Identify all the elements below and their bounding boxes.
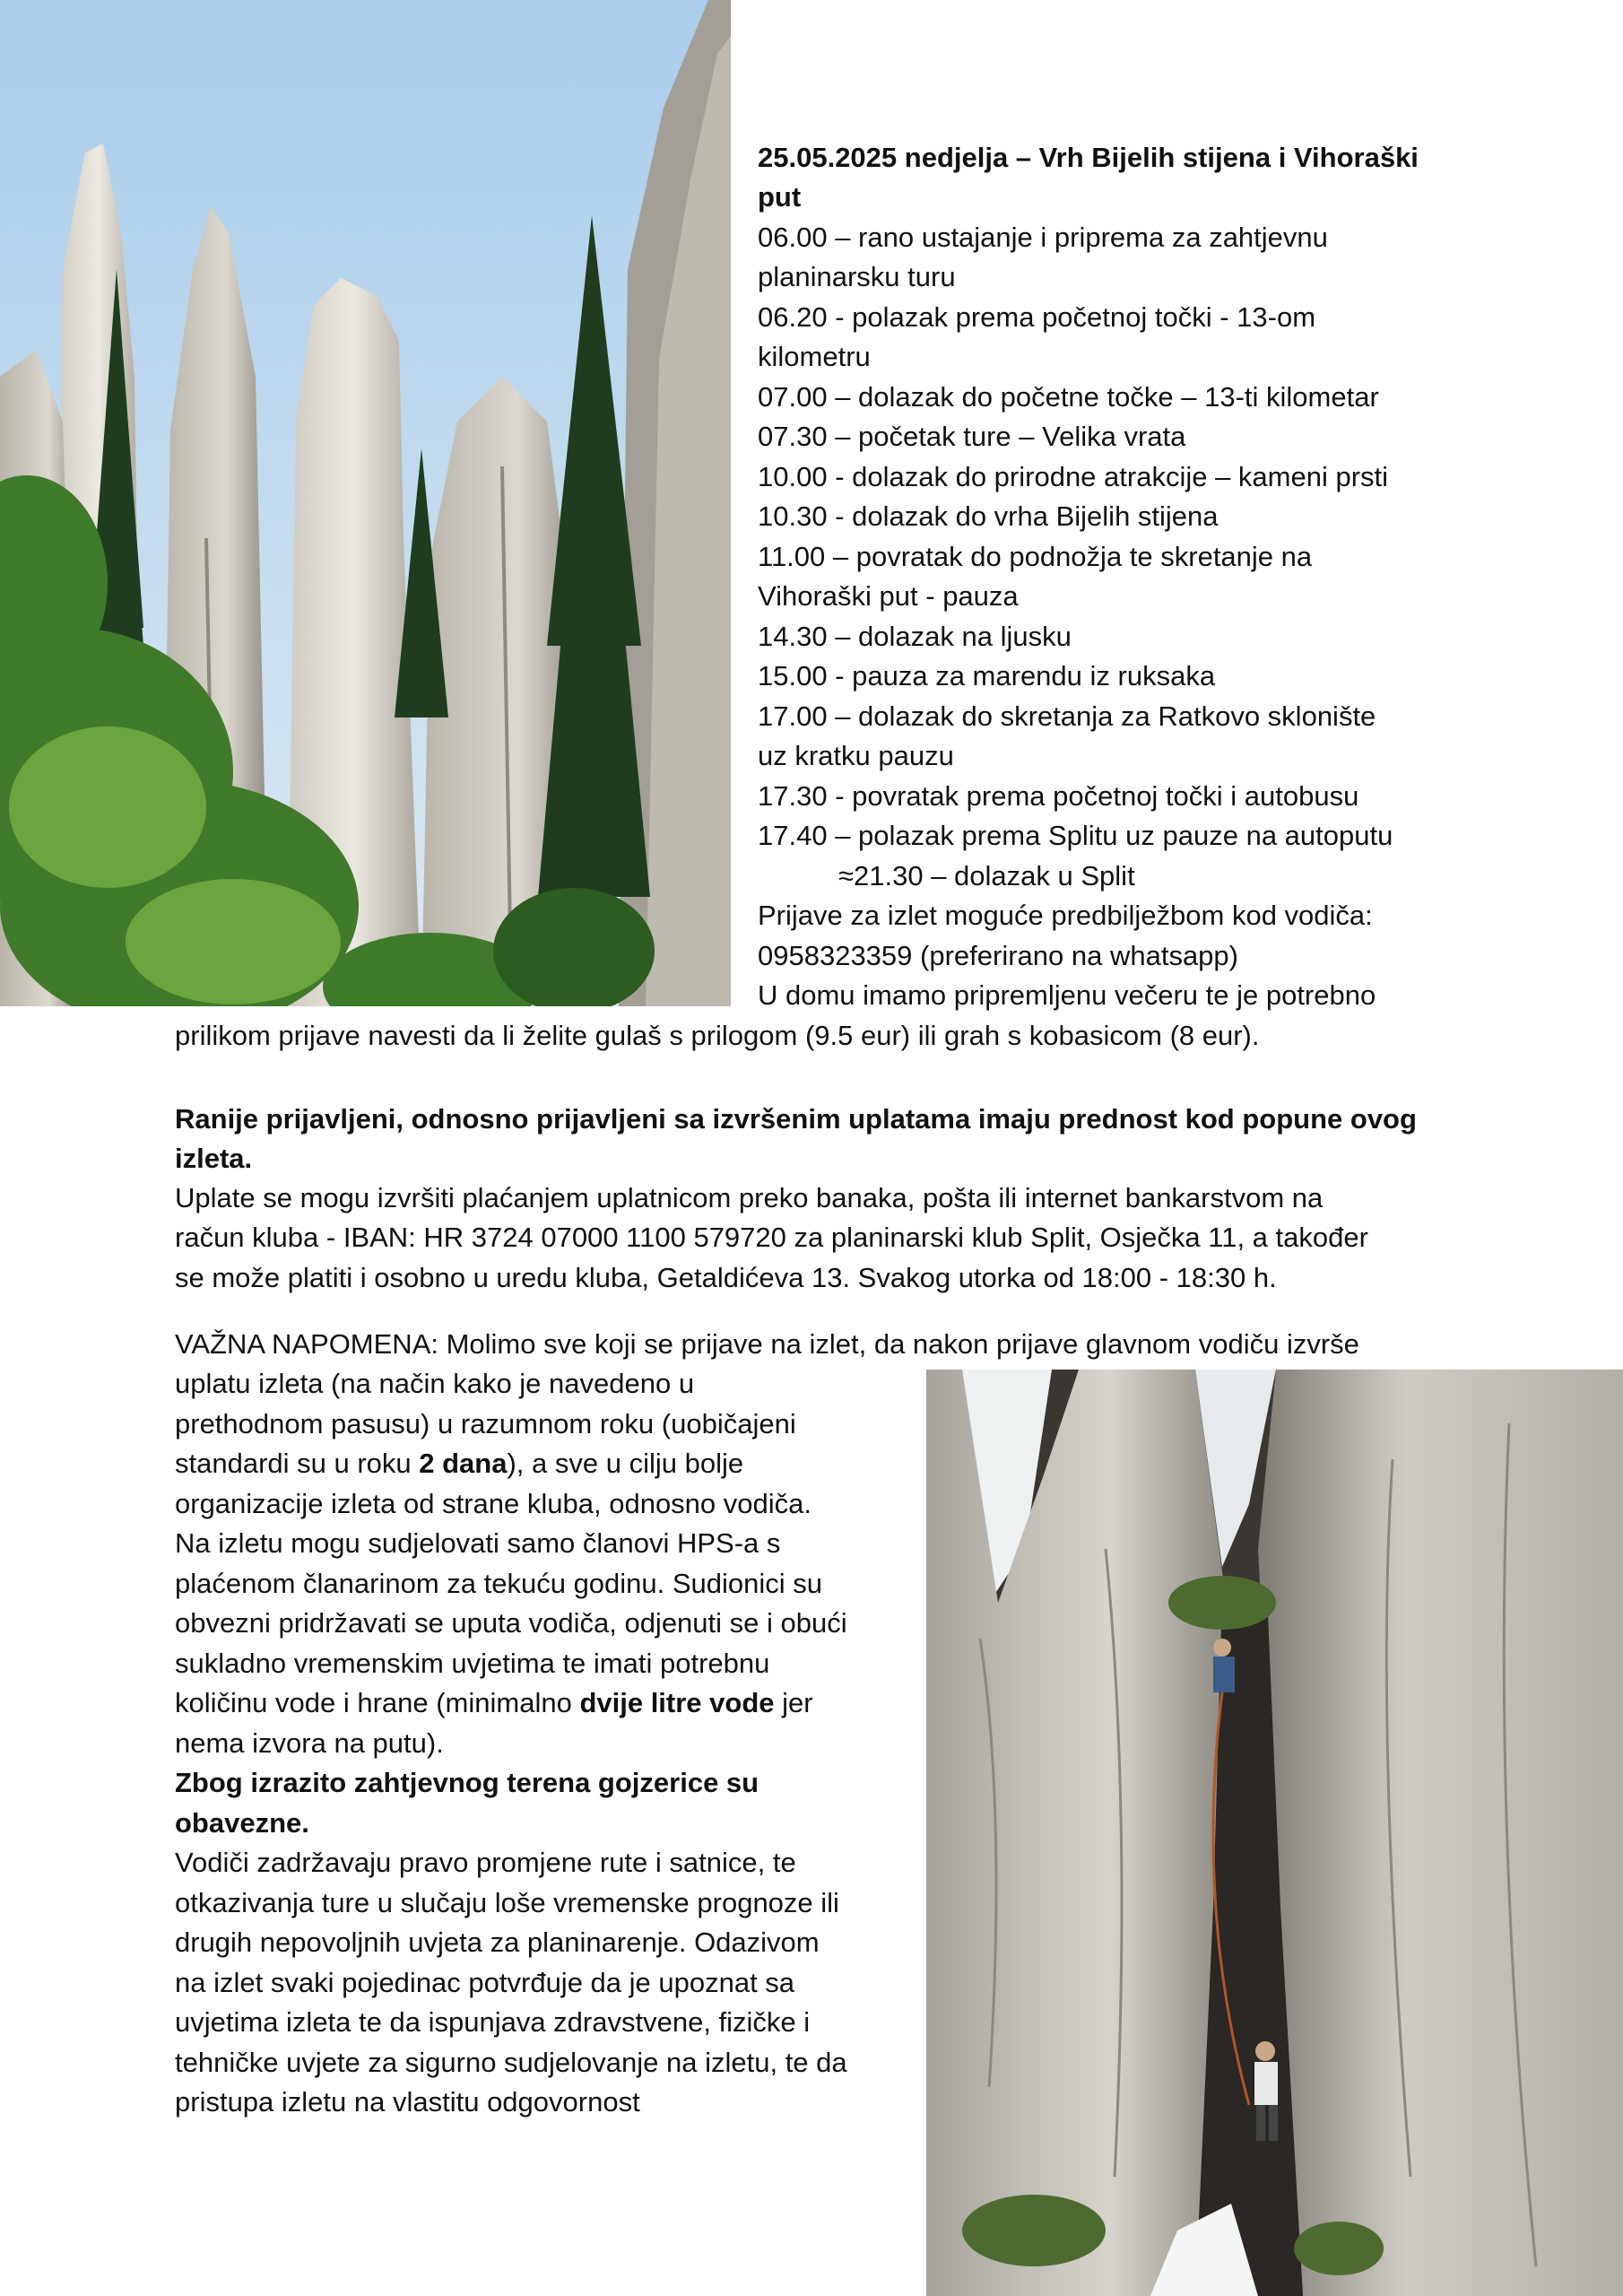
notice-text: količinu vode i hrane (minimalno xyxy=(175,1687,580,1718)
schedule-item: 17.30 - povratak prema početnoj točki i autobusu xyxy=(758,780,1359,812)
rules-line: uvjetima izleta te da ispunjava zdravstvene, fizičke i xyxy=(175,2006,811,2038)
notice-line: prethodnom pasusu) u razumnom roku (uobičajeni xyxy=(175,1408,796,1439)
payment-iban-line: račun kluba - IBAN: HR 3724 07000 1100 579720 za planinarski klub Split, Osječka 11, a također xyxy=(175,1222,1368,1253)
rock-pinnacles-photo xyxy=(0,0,731,1006)
notice-line: sukladno vremenskim uvjetima te imati potrebnu xyxy=(175,1648,770,1679)
rules-line: tehničke uvjete za sigurno sudjelovanje na izletu, te da xyxy=(175,2047,847,2078)
notice-line: Na izletu mogu sudjelovati samo članovi HPS-a s xyxy=(175,1527,781,1559)
rules-line: otkazivanja ture u slučaju loše vremenske prognoze ili xyxy=(175,1887,839,1918)
boots-line-1: Zbog izrazito zahtjevnog terena gojzerice su xyxy=(175,1767,759,1798)
notice-line-1: VAŽNA NAPOMENA: Molimo sve koji se prijave na izlet, da nakon prijave glavnom vodiču izvrše xyxy=(175,1328,1359,1360)
rules-line: na izlet svaki pojedinac potvrđuje da je upoznat sa xyxy=(175,1967,795,1998)
schedule-item: kilometru xyxy=(758,341,871,372)
priority-line-1: Ranije prijavljeni, odnosno prijavljeni sa izvršenim uplatama imaju prednost kod popune ovog xyxy=(175,1103,1417,1135)
schedule-item: 10.30 - dolazak do vrha Bijelih stijena xyxy=(758,500,1219,532)
notice-line: nema izvora na putu). xyxy=(175,1727,444,1759)
schedule-item: 14.30 – dolazak na ljusku xyxy=(758,621,1072,652)
schedule-item: 06.20 - polazak prema početnoj točki - 13-om xyxy=(758,301,1316,333)
notice-text: standardi su u roku xyxy=(175,1448,420,1479)
schedule-item: 17.00 – dolazak do skretanja za Ratkovo sklonište xyxy=(758,700,1376,732)
dinner-line-1: U domu imamo pripremljenu večeru te je potrebno xyxy=(758,979,1376,1011)
notice-line: organizacije izleta od strane kluba, odnosno vodiča. xyxy=(175,1488,812,1519)
notice-line: obvezni pridržavati se uputa vodiča, odjenuti se i obući xyxy=(175,1607,847,1639)
signup-phone-line: 0958323359 (preferirano na whatsapp) xyxy=(758,940,1238,971)
deadline-emphasis: 2 dana xyxy=(419,1448,508,1479)
schedule-item: 06.00 – rano ustajanje i priprema za zahtjevnu xyxy=(758,222,1328,253)
rules-line: pristupa izletu na vlastitu odgovornost xyxy=(175,2086,640,2118)
payment-line-3: se može platiti i osobno u uredu kluba, Getaldićeva 13. Svakog utorka od 18:00 - 18:30 h. xyxy=(175,1262,1277,1293)
schedule-item: 07.00 – dolazak do početne točke – 13-ti kilometar xyxy=(758,381,1379,413)
schedule-item: Vihoraški put - pauza xyxy=(758,580,1019,612)
schedule-item: uz kratku pauzu xyxy=(758,740,954,771)
notice-line: plaćenom članarinom za tekuću godinu. Sudionici su xyxy=(175,1568,823,1599)
notice-line-deadline xyxy=(175,1444,910,1483)
arrival-line: ≈21.30 – dolazak u Split xyxy=(838,860,1135,891)
schedule-item: 15.00 - pauza za marendu iz ruksaka xyxy=(758,660,1216,691)
schedule-item: planinarsku turu xyxy=(758,261,956,292)
rules-line: drugih nepovoljnih uvjeta za planinarenje. Odazivom xyxy=(175,1926,820,1958)
notice-line: uplatu izleta (na način kako je navedeno u xyxy=(175,1368,695,1399)
dinner-line-2: prilikom prijave navesti da li želite gulaš s prilogom (9.5 eur) ili grah s kobasicom (8 eur). xyxy=(175,1020,1260,1051)
schedule-item: 11.00 – povratak do podnožja te skretanje na xyxy=(758,541,1313,572)
signup-line-1: Prijave za izlet moguće predbilježbom kod vodiča: xyxy=(758,900,1373,931)
trip-title-line-1: 25.05.2025 nedjelja – Vrh Bijelih stijena i Vihoraški xyxy=(758,142,1419,173)
schedule-item: 17.40 – polazak prema Splitu uz pauze na autoputu xyxy=(758,820,1393,851)
priority-line-2: izleta. xyxy=(175,1143,253,1174)
notice-text: ), a sve u cilju bolje xyxy=(507,1448,744,1479)
notice-line-water xyxy=(175,1683,910,1723)
notice-text: jer xyxy=(774,1687,813,1718)
trip-title-line-2: put xyxy=(758,181,802,213)
climbers-gorge-photo xyxy=(926,1370,1623,2296)
payment-line-1: Uplate se mogu izvršiti plaćanjem uplatnicom preko banaka, pošta ili internet bankarstvom na xyxy=(175,1182,1324,1213)
rules-line: Vodiči zadržavaju pravo promjene rute i satnice, te xyxy=(175,1847,796,1878)
schedule-item: 07.30 – početak ture – Velika vrata xyxy=(758,421,1186,452)
schedule-item: 10.00 - dolazak do prirodne atrakcije – kameni prsti xyxy=(758,461,1389,492)
water-emphasis: dvije litre vode xyxy=(579,1687,775,1718)
boots-line-2: obavezne. xyxy=(175,1807,309,1839)
